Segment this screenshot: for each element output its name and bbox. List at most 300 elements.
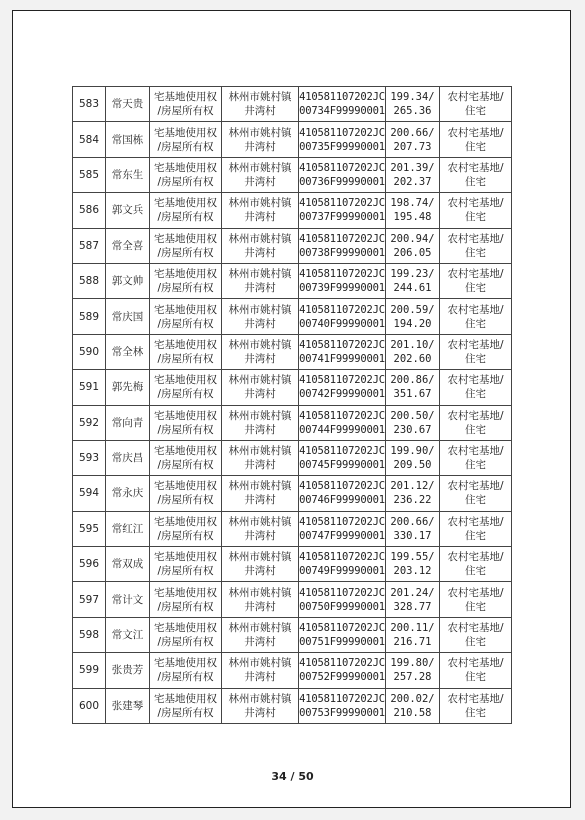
cell-text: 410581107202JC xyxy=(299,126,385,139)
cell-text: 住宅 xyxy=(465,105,486,118)
location-cell xyxy=(222,228,299,263)
cell-text: 农村宅基地/ xyxy=(447,268,504,281)
cell-text: 宅基地使用权 xyxy=(154,480,217,493)
cell-text: 林州市姚村镇 xyxy=(228,268,292,281)
cell-text: 常永庆 xyxy=(111,487,144,500)
cell-text: 00751F99990001 xyxy=(299,636,385,649)
parcel-code-cell xyxy=(299,122,386,157)
area-cell xyxy=(386,547,440,582)
right-type-cell xyxy=(150,582,222,617)
parcel-code-cell xyxy=(299,511,386,546)
parcel-code-cell xyxy=(299,688,386,723)
cell-text: 宅基地使用权 xyxy=(154,515,217,528)
cell-text: 林州市姚村镇 xyxy=(228,622,292,635)
parcel-code-cell xyxy=(299,617,386,652)
cell-text: 00744F99990001 xyxy=(299,423,385,436)
cell-text: 住宅 xyxy=(465,388,486,401)
cell-text: /房屋所有权 xyxy=(157,636,214,649)
cell-text: 农村宅基地/ xyxy=(447,126,504,139)
row-number-cell xyxy=(73,228,106,263)
cell-text: 216.71 xyxy=(393,636,432,649)
cell-text: 农村宅基地/ xyxy=(447,409,504,422)
land-use-cell xyxy=(440,299,512,334)
cell-text: 00753F99990001 xyxy=(299,706,385,719)
cell-text: 住宅 xyxy=(465,459,486,472)
cell-text: 200.94/ xyxy=(390,232,435,245)
cell-text: 199.34/ xyxy=(390,91,435,104)
cell-text: 井湾村 xyxy=(244,246,276,259)
cell-text: 住宅 xyxy=(465,636,486,649)
cell-text: 井湾村 xyxy=(244,175,276,188)
cell-text: 林州市姚村镇 xyxy=(228,586,292,599)
cell-text: 00734F99990001 xyxy=(299,105,385,118)
area-cell xyxy=(386,511,440,546)
table-row xyxy=(73,653,512,688)
cell-text: 410581107202JC xyxy=(299,374,385,387)
table-row xyxy=(73,370,512,405)
area-cell xyxy=(386,157,440,192)
parcel-code-cell xyxy=(299,228,386,263)
cell-text: 410581107202JC xyxy=(299,515,385,528)
cell-text: 宅基地使用权 xyxy=(154,445,217,458)
cell-text: 00752F99990001 xyxy=(299,671,385,684)
cell-text: 宅基地使用权 xyxy=(154,586,217,599)
cell-text: 00739F99990001 xyxy=(299,282,385,295)
cell-text: 住宅 xyxy=(465,423,486,436)
right-type-cell xyxy=(150,440,222,475)
cell-text: 00745F99990001 xyxy=(299,459,385,472)
area-cell xyxy=(386,193,440,228)
location-cell xyxy=(222,440,299,475)
right-type-cell xyxy=(150,405,222,440)
land-use-cell xyxy=(440,87,512,122)
cell-text: 590 xyxy=(78,345,100,358)
cell-text: 林州市姚村镇 xyxy=(228,338,292,351)
cell-text: 00738F99990001 xyxy=(299,246,385,259)
cell-text: 井湾村 xyxy=(244,636,276,649)
cell-text: 常天贵 xyxy=(111,98,144,111)
cell-text: 常庆国 xyxy=(111,310,144,323)
cell-text: 张建琴 xyxy=(111,699,144,712)
table-row xyxy=(73,193,512,228)
cell-text: 600 xyxy=(78,699,100,712)
parcel-code-cell xyxy=(299,87,386,122)
right-type-cell xyxy=(150,688,222,723)
table-row xyxy=(73,299,512,334)
owner-name-cell xyxy=(106,653,150,688)
location-cell xyxy=(222,653,299,688)
cell-text: 410581107202JC xyxy=(299,197,385,210)
owner-name-cell xyxy=(106,334,150,369)
cell-text: /房屋所有权 xyxy=(157,282,214,295)
cell-text: 林州市姚村镇 xyxy=(228,409,292,422)
cell-text: 198.74/ xyxy=(390,197,435,210)
owner-name-cell xyxy=(106,370,150,405)
right-type-cell xyxy=(150,122,222,157)
cell-text: 农村宅基地/ xyxy=(447,91,504,104)
cell-text: 410581107202JC xyxy=(299,91,385,104)
cell-text: 199.23/ xyxy=(390,268,435,281)
row-number-cell xyxy=(73,334,106,369)
cell-text: /房屋所有权 xyxy=(157,175,214,188)
cell-text: /房屋所有权 xyxy=(157,529,214,542)
cell-text: 200.02/ xyxy=(390,692,435,705)
cell-text: 201.10/ xyxy=(390,338,435,351)
table-row xyxy=(73,688,512,723)
cell-text: 宅基地使用权 xyxy=(154,126,217,139)
cell-text: 584 xyxy=(78,133,100,146)
row-number-cell xyxy=(73,582,106,617)
cell-text: 00737F99990001 xyxy=(299,211,385,224)
owner-name-cell xyxy=(106,511,150,546)
cell-text: /房屋所有权 xyxy=(157,671,214,684)
right-type-cell xyxy=(150,617,222,652)
cell-text: 农村宅基地/ xyxy=(447,692,504,705)
cell-text: 201.12/ xyxy=(390,480,435,493)
cell-text: 井湾村 xyxy=(244,565,276,578)
cell-text: 200.66/ xyxy=(390,515,435,528)
cell-text: 00746F99990001 xyxy=(299,494,385,507)
cell-text: 宅基地使用权 xyxy=(154,409,217,422)
area-cell xyxy=(386,582,440,617)
cell-text: /房屋所有权 xyxy=(157,565,214,578)
cell-text: 林州市姚村镇 xyxy=(228,692,292,705)
cell-text: 住宅 xyxy=(465,246,486,259)
cell-text: 410581107202JC xyxy=(299,480,385,493)
cell-text: 常全喜 xyxy=(111,239,144,252)
table-row xyxy=(73,547,512,582)
cell-text: 206.05 xyxy=(393,246,432,259)
row-number-cell xyxy=(73,476,106,511)
location-cell xyxy=(222,334,299,369)
cell-text: 林州市姚村镇 xyxy=(228,657,292,670)
location-cell xyxy=(222,405,299,440)
cell-text: 井湾村 xyxy=(244,317,276,330)
cell-text: 236.22 xyxy=(393,494,432,507)
cell-text: 常文江 xyxy=(111,629,144,642)
right-type-cell xyxy=(150,228,222,263)
cell-text: 林州市姚村镇 xyxy=(228,232,292,245)
table-row xyxy=(73,334,512,369)
cell-text: 599 xyxy=(78,664,100,677)
owner-name-cell xyxy=(106,263,150,298)
cell-text: 农村宅基地/ xyxy=(447,232,504,245)
cell-text: 井湾村 xyxy=(244,211,276,224)
location-cell xyxy=(222,299,299,334)
cell-text: 200.50/ xyxy=(390,409,435,422)
cell-text: 410581107202JC xyxy=(299,268,385,281)
cell-text: 209.50 xyxy=(393,459,432,472)
cell-text: 农村宅基地/ xyxy=(447,445,504,458)
right-type-cell xyxy=(150,547,222,582)
cell-text: 常东生 xyxy=(111,168,144,181)
cell-text: 200.11/ xyxy=(390,622,435,635)
cell-text: 宅基地使用权 xyxy=(154,161,217,174)
cell-text: 594 xyxy=(78,487,100,500)
row-number-cell xyxy=(73,193,106,228)
cell-text: 林州市姚村镇 xyxy=(228,303,292,316)
cell-text: 宅基地使用权 xyxy=(154,197,217,210)
row-number-cell xyxy=(73,511,106,546)
location-cell xyxy=(222,476,299,511)
table-row xyxy=(73,228,512,263)
cell-text: 598 xyxy=(78,629,100,642)
cell-text: 410581107202JC xyxy=(299,303,385,316)
owner-name-cell xyxy=(106,617,150,652)
cell-text: 农村宅基地/ xyxy=(447,161,504,174)
cell-text: 410581107202JC xyxy=(299,232,385,245)
row-number-cell xyxy=(73,299,106,334)
page-number: 34 / 50 xyxy=(271,770,314,783)
cell-text: 井湾村 xyxy=(244,282,276,295)
cell-text: 351.67 xyxy=(393,388,432,401)
cell-text: 200.86/ xyxy=(390,374,435,387)
cell-text: 330.17 xyxy=(393,529,432,542)
right-type-cell xyxy=(150,263,222,298)
cell-text: 井湾村 xyxy=(244,105,276,118)
cell-text: 201.24/ xyxy=(390,586,435,599)
location-cell xyxy=(222,582,299,617)
cell-text: 住宅 xyxy=(465,706,486,719)
cell-text: /房屋所有权 xyxy=(157,140,214,153)
cell-text: 588 xyxy=(78,275,100,288)
parcel-code-cell xyxy=(299,653,386,688)
location-cell xyxy=(222,617,299,652)
cell-text: 195.48 xyxy=(393,211,432,224)
cell-text: 410581107202JC xyxy=(299,551,385,564)
cell-text: 农村宅基地/ xyxy=(447,586,504,599)
location-cell xyxy=(222,547,299,582)
land-use-cell xyxy=(440,122,512,157)
cell-text: 194.20 xyxy=(393,317,432,330)
cell-text: 住宅 xyxy=(465,140,486,153)
cell-text: 农村宅基地/ xyxy=(447,657,504,670)
cell-text: 宅基地使用权 xyxy=(154,622,217,635)
cell-text: 宅基地使用权 xyxy=(154,303,217,316)
cell-text: 井湾村 xyxy=(244,352,276,365)
cell-text: 林州市姚村镇 xyxy=(228,126,292,139)
cell-text: 00740F99990001 xyxy=(299,317,385,330)
land-use-cell xyxy=(440,405,512,440)
registry-table-body xyxy=(73,87,512,724)
cell-text: 常庆昌 xyxy=(111,452,144,465)
cell-text: 林州市姚村镇 xyxy=(228,480,292,493)
cell-text: 宅基地使用权 xyxy=(154,551,217,564)
cell-text: 住宅 xyxy=(465,529,486,542)
cell-text: 林州市姚村镇 xyxy=(228,374,292,387)
cell-text: 00749F99990001 xyxy=(299,565,385,578)
cell-text: /房屋所有权 xyxy=(157,494,214,507)
area-cell xyxy=(386,370,440,405)
table-row xyxy=(73,405,512,440)
parcel-code-cell xyxy=(299,440,386,475)
cell-text: 住宅 xyxy=(465,352,486,365)
location-cell xyxy=(222,688,299,723)
cell-text: 农村宅基地/ xyxy=(447,480,504,493)
owner-name-cell xyxy=(106,193,150,228)
owner-name-cell xyxy=(106,157,150,192)
area-cell xyxy=(386,476,440,511)
owner-name-cell xyxy=(106,547,150,582)
cell-text: 00735F99990001 xyxy=(299,140,385,153)
row-number-cell xyxy=(73,405,106,440)
table-row xyxy=(73,476,512,511)
cell-text: 宅基地使用权 xyxy=(154,268,217,281)
cell-text: 常国栋 xyxy=(111,133,144,146)
row-number-cell xyxy=(73,440,106,475)
cell-text: 410581107202JC xyxy=(299,161,385,174)
row-number-cell xyxy=(73,617,106,652)
cell-text: 410581107202JC xyxy=(299,586,385,599)
cell-text: 住宅 xyxy=(465,317,486,330)
cell-text: 林州市姚村镇 xyxy=(228,515,292,528)
cell-text: /房屋所有权 xyxy=(157,459,214,472)
cell-text: 201.39/ xyxy=(390,161,435,174)
area-cell xyxy=(386,617,440,652)
cell-text: 井湾村 xyxy=(244,459,276,472)
cell-text: /房屋所有权 xyxy=(157,388,214,401)
area-cell xyxy=(386,653,440,688)
cell-text: /房屋所有权 xyxy=(157,600,214,613)
table-row xyxy=(73,122,512,157)
table-row xyxy=(73,157,512,192)
land-use-cell xyxy=(440,547,512,582)
cell-text: /房屋所有权 xyxy=(157,211,214,224)
parcel-code-cell xyxy=(299,157,386,192)
location-cell xyxy=(222,87,299,122)
cell-text: 587 xyxy=(78,239,100,252)
cell-text: /房屋所有权 xyxy=(157,105,214,118)
cell-text: 593 xyxy=(78,452,100,465)
cell-text: 郭文帅 xyxy=(111,275,144,288)
cell-text: 230.67 xyxy=(393,423,432,436)
land-use-cell xyxy=(440,511,512,546)
cell-text: 265.36 xyxy=(393,105,432,118)
area-cell xyxy=(386,334,440,369)
cell-text: 410581107202JC xyxy=(299,409,385,422)
cell-text: 农村宅基地/ xyxy=(447,338,504,351)
right-type-cell xyxy=(150,653,222,688)
cell-text: 住宅 xyxy=(465,282,486,295)
cell-text: 井湾村 xyxy=(244,706,276,719)
cell-text: 农村宅基地/ xyxy=(447,197,504,210)
row-number-cell xyxy=(73,263,106,298)
land-use-cell xyxy=(440,193,512,228)
cell-text: 常红江 xyxy=(111,522,144,535)
cell-text: 200.66/ xyxy=(390,126,435,139)
area-cell xyxy=(386,122,440,157)
cell-text: /房屋所有权 xyxy=(157,423,214,436)
right-type-cell xyxy=(150,370,222,405)
right-type-cell xyxy=(150,193,222,228)
row-number-cell xyxy=(73,370,106,405)
parcel-code-cell xyxy=(299,370,386,405)
parcel-code-cell xyxy=(299,582,386,617)
owner-name-cell xyxy=(106,440,150,475)
cell-text: 井湾村 xyxy=(244,671,276,684)
cell-text: 住宅 xyxy=(465,600,486,613)
cell-text: 常计文 xyxy=(111,593,144,606)
cell-text: 203.12 xyxy=(393,565,432,578)
land-use-cell xyxy=(440,688,512,723)
owner-name-cell xyxy=(106,405,150,440)
cell-text: 农村宅基地/ xyxy=(447,374,504,387)
cell-text: 常双成 xyxy=(111,558,144,571)
cell-text: 住宅 xyxy=(465,565,486,578)
location-cell xyxy=(222,122,299,157)
cell-text: 常全林 xyxy=(111,345,144,358)
land-use-cell xyxy=(440,617,512,652)
cell-text: 207.73 xyxy=(393,140,432,153)
cell-text: 597 xyxy=(78,593,100,606)
cell-text: 宅基地使用权 xyxy=(154,232,217,245)
area-cell xyxy=(386,299,440,334)
cell-text: 591 xyxy=(78,381,100,394)
cell-text: 00747F99990001 xyxy=(299,529,385,542)
row-number-cell xyxy=(73,157,106,192)
cell-text: 井湾村 xyxy=(244,600,276,613)
land-use-cell xyxy=(440,334,512,369)
cell-text: 宅基地使用权 xyxy=(154,657,217,670)
cell-text: 199.55/ xyxy=(390,551,435,564)
cell-text: 井湾村 xyxy=(244,423,276,436)
land-use-cell xyxy=(440,228,512,263)
owner-name-cell xyxy=(106,688,150,723)
cell-text: 林州市姚村镇 xyxy=(228,91,292,104)
cell-text: 410581107202JC xyxy=(299,445,385,458)
area-cell xyxy=(386,440,440,475)
row-number-cell xyxy=(73,688,106,723)
owner-name-cell xyxy=(106,299,150,334)
cell-text: 农村宅基地/ xyxy=(447,515,504,528)
cell-text: 井湾村 xyxy=(244,494,276,507)
parcel-code-cell xyxy=(299,405,386,440)
area-cell xyxy=(386,87,440,122)
parcel-code-cell xyxy=(299,299,386,334)
table-row xyxy=(73,582,512,617)
right-type-cell xyxy=(150,476,222,511)
cell-text: 井湾村 xyxy=(244,388,276,401)
cell-text: 林州市姚村镇 xyxy=(228,445,292,458)
cell-text: 596 xyxy=(78,558,100,571)
cell-text: 00750F99990001 xyxy=(299,600,385,613)
location-cell xyxy=(222,157,299,192)
table-row xyxy=(73,511,512,546)
cell-text: 410581107202JC xyxy=(299,657,385,670)
cell-text: 586 xyxy=(78,204,100,217)
cell-text: 200.59/ xyxy=(390,303,435,316)
cell-text: 202.60 xyxy=(393,352,432,365)
owner-name-cell xyxy=(106,87,150,122)
cell-text: 宅基地使用权 xyxy=(154,338,217,351)
cell-text: 林州市姚村镇 xyxy=(228,161,292,174)
cell-text: 郭文兵 xyxy=(111,204,144,217)
land-use-cell xyxy=(440,370,512,405)
cell-text: 林州市姚村镇 xyxy=(228,197,292,210)
cell-text: /房屋所有权 xyxy=(157,246,214,259)
cell-text: 郭先梅 xyxy=(111,381,144,394)
cell-text: 410581107202JC xyxy=(299,692,385,705)
right-type-cell xyxy=(150,334,222,369)
parcel-code-cell xyxy=(299,334,386,369)
cell-text: 农村宅基地/ xyxy=(447,303,504,316)
cell-text: 595 xyxy=(78,522,100,535)
cell-text: /房屋所有权 xyxy=(157,706,214,719)
location-cell xyxy=(222,370,299,405)
cell-text: 常向青 xyxy=(111,416,144,429)
owner-name-cell xyxy=(106,122,150,157)
cell-text: 589 xyxy=(78,310,100,323)
